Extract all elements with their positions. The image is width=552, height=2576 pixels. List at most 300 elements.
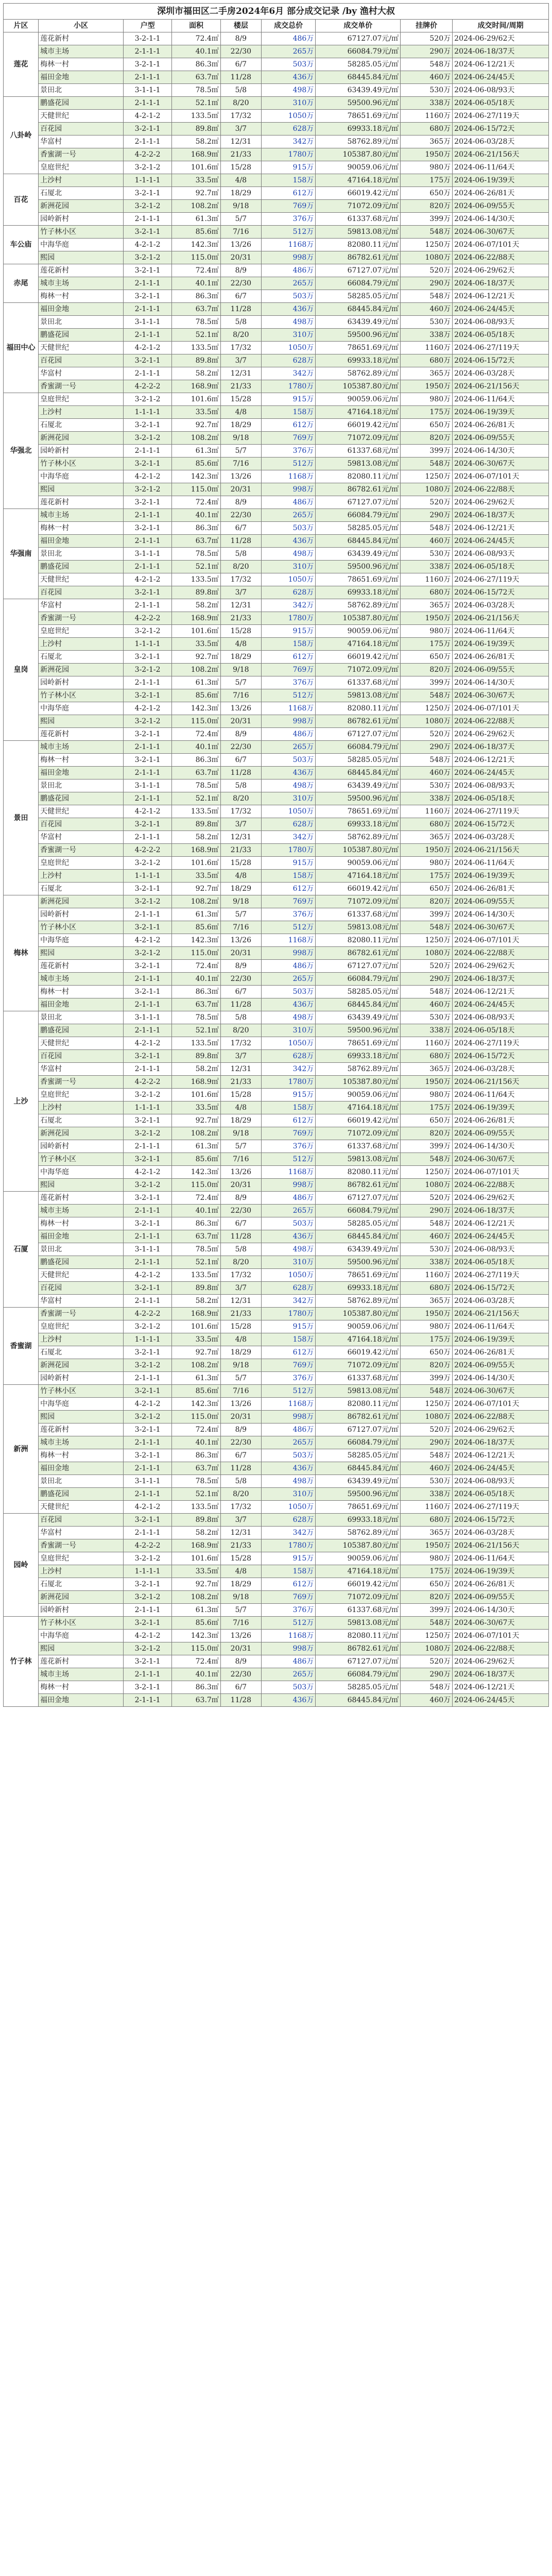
- layout-cell: 2-1-1-1: [123, 1462, 171, 1475]
- table-row: [4, 883, 549, 895]
- table-row: [4, 58, 549, 71]
- community-cell: 梅林一村: [39, 1217, 124, 1230]
- unit-price-cell: 82080.11元/㎡: [316, 470, 401, 483]
- layout-cell: 3-2-1-2: [123, 1552, 171, 1565]
- list-price-cell: 175万: [401, 1565, 453, 1578]
- table-row: [4, 1217, 549, 1230]
- floor-cell: 18/29: [220, 1114, 261, 1127]
- list-price-cell: 460万: [401, 767, 453, 779]
- community-cell: 鹏盛花园: [39, 1024, 124, 1037]
- layout-cell: 3-2-1-2: [123, 1591, 171, 1604]
- list-price-cell: 460万: [401, 1462, 453, 1475]
- floor-cell: 11/28: [220, 303, 261, 316]
- table-row: [4, 277, 549, 290]
- deal-date-cell: 2024-06-03/28天: [453, 135, 549, 148]
- table-row: [4, 870, 549, 883]
- unit-price-cell: 59500.96元/㎡: [316, 97, 401, 110]
- floor-cell: 15/28: [220, 1552, 261, 1565]
- total-price-cell: 342万: [261, 831, 315, 844]
- deal-date-cell: 2024-06-08/93天: [453, 316, 549, 329]
- floor-cell: 9/18: [220, 895, 261, 908]
- total-price-cell: 376万: [261, 908, 315, 921]
- table-row: [4, 239, 549, 251]
- deal-date-cell: 2024-06-19/39天: [453, 174, 549, 187]
- unit-price-cell: 69933.18元/㎡: [316, 818, 401, 831]
- community-cell: 皇庭世纪: [39, 625, 124, 638]
- area-cell: 63.7㎡: [172, 1462, 220, 1475]
- layout-cell: 3-2-1-2: [123, 200, 171, 213]
- list-price-cell: 365万: [401, 1527, 453, 1539]
- total-price-cell: 310万: [261, 1024, 315, 1037]
- deal-date-cell: 2024-06-30/67天: [453, 226, 549, 239]
- deal-date-cell: 2024-06-30/67天: [453, 457, 549, 470]
- community-cell: 梅林一村: [39, 58, 124, 71]
- list-price-cell: 548万: [401, 1449, 453, 1462]
- unit-price-cell: 68445.84元/㎡: [316, 767, 401, 779]
- table-row: [4, 586, 549, 599]
- area-cell: 58.2㎡: [172, 367, 220, 380]
- table-row: [4, 1295, 549, 1308]
- unit-price-cell: 90059.06元/㎡: [316, 161, 401, 174]
- unit-price-cell: 47164.18元/㎡: [316, 1333, 401, 1346]
- deal-date-cell: 2024-06-29/62天: [453, 32, 549, 45]
- unit-price-cell: 68445.84元/㎡: [316, 1462, 401, 1475]
- total-price-cell: 498万: [261, 1475, 315, 1488]
- total-price-cell: 498万: [261, 1243, 315, 1256]
- community-cell: 梅林一村: [39, 986, 124, 998]
- table-row: [4, 818, 549, 831]
- deal-date-cell: 2024-06-27/119天: [453, 805, 549, 818]
- community-cell: 中海华庭: [39, 239, 124, 251]
- unit-price-cell: 59813.08元/㎡: [316, 1385, 401, 1398]
- table-row: [4, 84, 549, 97]
- community-cell: 中海华庭: [39, 702, 124, 715]
- layout-cell: 3-2-1-2: [123, 161, 171, 174]
- area-cell: 63.7㎡: [172, 303, 220, 316]
- area-cell: 78.5㎡: [172, 1243, 220, 1256]
- district-cell: 园岭: [4, 1514, 39, 1617]
- list-price-cell: 365万: [401, 1063, 453, 1076]
- community-cell: 城市主场: [39, 741, 124, 754]
- list-price-cell: 530万: [401, 84, 453, 97]
- layout-cell: 4-2-1-2: [123, 110, 171, 123]
- list-price-cell: 1950万: [401, 612, 453, 625]
- list-price-cell: 980万: [401, 1320, 453, 1333]
- layout-cell: 3-2-1-1: [123, 187, 171, 200]
- deal-date-cell: 2024-06-09/55天: [453, 1127, 549, 1140]
- community-cell: 香蜜湖一号: [39, 1539, 124, 1552]
- deal-date-cell: 2024-06-12/21天: [453, 1681, 549, 1694]
- floor-cell: 15/28: [220, 625, 261, 638]
- floor-cell: 8/9: [220, 32, 261, 45]
- table-row: [4, 1436, 549, 1449]
- table-row: [4, 612, 549, 625]
- table-row: [4, 676, 549, 689]
- total-price-cell: 998万: [261, 483, 315, 496]
- area-cell: 115.0㎡: [172, 483, 220, 496]
- list-price-cell: 1080万: [401, 1642, 453, 1655]
- deal-date-cell: 2024-06-07/101天: [453, 702, 549, 715]
- community-cell: 熙园: [39, 1411, 124, 1423]
- col-community: 小区: [39, 20, 124, 32]
- area-cell: 85.6㎡: [172, 921, 220, 934]
- list-price-cell: 399万: [401, 676, 453, 689]
- list-price-cell: 175万: [401, 406, 453, 419]
- deal-date-cell: 2024-06-09/55天: [453, 1591, 549, 1604]
- area-cell: 101.6㎡: [172, 161, 220, 174]
- community-cell: 梅林一村: [39, 1449, 124, 1462]
- table-row: [4, 1488, 549, 1501]
- unit-price-cell: 90059.06元/㎡: [316, 1089, 401, 1101]
- community-cell: 华富村: [39, 599, 124, 612]
- deal-date-cell: 2024-06-14/30天: [453, 213, 549, 226]
- layout-cell: 4-2-2-2: [123, 380, 171, 393]
- total-price-cell: 498万: [261, 316, 315, 329]
- total-price-cell: 915万: [261, 1089, 315, 1101]
- deal-date-cell: 2024-06-05/18天: [453, 1256, 549, 1269]
- total-price-cell: 376万: [261, 445, 315, 457]
- floor-cell: 18/29: [220, 187, 261, 200]
- total-price-cell: 265万: [261, 1436, 315, 1449]
- total-price-cell: 158万: [261, 174, 315, 187]
- area-cell: 86.3㎡: [172, 1217, 220, 1230]
- total-price-cell: 628万: [261, 818, 315, 831]
- floor-cell: 12/31: [220, 367, 261, 380]
- layout-cell: 3-2-1-1: [123, 419, 171, 432]
- deal-date-cell: 2024-06-27/119天: [453, 342, 549, 354]
- list-price-cell: 338万: [401, 1488, 453, 1501]
- area-cell: 33.5㎡: [172, 638, 220, 651]
- area-cell: 168.9㎡: [172, 1076, 220, 1089]
- community-cell: 上沙村: [39, 870, 124, 883]
- floor-cell: 17/32: [220, 573, 261, 586]
- list-price-cell: 1250万: [401, 934, 453, 947]
- total-price-cell: 1050万: [261, 1501, 315, 1514]
- community-cell: 福田金地: [39, 767, 124, 779]
- total-price-cell: 769万: [261, 895, 315, 908]
- table-row: [4, 599, 549, 612]
- layout-cell: 2-1-1-1: [123, 561, 171, 573]
- table-row: [4, 1475, 549, 1488]
- total-price-cell: 612万: [261, 419, 315, 432]
- table-row: [4, 1694, 549, 1707]
- community-cell: 鹏盛花园: [39, 1488, 124, 1501]
- list-price-cell: 650万: [401, 883, 453, 895]
- list-price-cell: 1080万: [401, 483, 453, 496]
- total-price-cell: 310万: [261, 1256, 315, 1269]
- total-price-cell: 612万: [261, 1346, 315, 1359]
- community-cell: 熙园: [39, 483, 124, 496]
- floor-cell: 11/28: [220, 767, 261, 779]
- area-cell: 52.1㎡: [172, 329, 220, 342]
- community-cell: 梅林一村: [39, 754, 124, 767]
- floor-cell: 5/7: [220, 1604, 261, 1617]
- floor-cell: 6/7: [220, 1681, 261, 1694]
- layout-cell: 1-1-1-1: [123, 1101, 171, 1114]
- total-price-cell: 1780万: [261, 844, 315, 857]
- community-cell: 新洲花园: [39, 895, 124, 908]
- total-price-cell: 436万: [261, 1694, 315, 1707]
- deal-date-cell: 2024-06-26/81天: [453, 1578, 549, 1591]
- deal-date-cell: 2024-06-18/37天: [453, 509, 549, 522]
- layout-cell: 2-1-1-1: [123, 1527, 171, 1539]
- community-cell: 天健世纪: [39, 573, 124, 586]
- deal-date-cell: 2024-06-30/67天: [453, 1385, 549, 1398]
- table-row: [4, 715, 549, 728]
- deal-date-cell: 2024-06-19/39天: [453, 870, 549, 883]
- deal-date-cell: 2024-06-05/18天: [453, 792, 549, 805]
- list-price-cell: 520万: [401, 960, 453, 973]
- layout-cell: 3-2-1-2: [123, 715, 171, 728]
- community-cell: 中海华庭: [39, 1398, 124, 1411]
- total-price-cell: 1050万: [261, 342, 315, 354]
- total-price-cell: 310万: [261, 329, 315, 342]
- area-cell: 52.1㎡: [172, 561, 220, 573]
- floor-cell: 11/28: [220, 535, 261, 548]
- floor-cell: 8/9: [220, 1655, 261, 1668]
- table-row: [4, 470, 549, 483]
- area-cell: 92.7㎡: [172, 651, 220, 664]
- list-price-cell: 290万: [401, 973, 453, 986]
- community-cell: 香蜜湖一号: [39, 380, 124, 393]
- table-row: [4, 908, 549, 921]
- area-cell: 142.3㎡: [172, 934, 220, 947]
- community-cell: 百花园: [39, 1282, 124, 1295]
- area-cell: 58.2㎡: [172, 135, 220, 148]
- area-cell: 133.5㎡: [172, 1501, 220, 1514]
- deal-date-cell: 2024-06-07/101天: [453, 1166, 549, 1179]
- list-price-cell: 399万: [401, 213, 453, 226]
- floor-cell: 4/8: [220, 638, 261, 651]
- floor-cell: 9/18: [220, 1127, 261, 1140]
- community-cell: 梅林一村: [39, 1681, 124, 1694]
- total-price-cell: 342万: [261, 1063, 315, 1076]
- area-cell: 108.2㎡: [172, 895, 220, 908]
- community-cell: 福田金地: [39, 998, 124, 1011]
- community-cell: 上沙村: [39, 1333, 124, 1346]
- table-row: [4, 1205, 549, 1217]
- area-cell: 86.3㎡: [172, 754, 220, 767]
- deal-date-cell: 2024-06-03/28天: [453, 1063, 549, 1076]
- deal-date-cell: 2024-06-21/156天: [453, 1539, 549, 1552]
- deal-date-cell: 2024-06-21/156天: [453, 844, 549, 857]
- deal-date-cell: 2024-06-05/18天: [453, 1488, 549, 1501]
- layout-cell: 2-1-1-1: [123, 135, 171, 148]
- unit-price-cell: 69933.18元/㎡: [316, 1282, 401, 1295]
- total-price-cell: 915万: [261, 857, 315, 870]
- layout-cell: 3-2-1-1: [123, 1050, 171, 1063]
- district-cell: 景田: [4, 741, 39, 895]
- floor-cell: 5/8: [220, 1243, 261, 1256]
- deal-date-cell: 2024-06-26/81天: [453, 883, 549, 895]
- list-price-cell: 650万: [401, 1578, 453, 1591]
- table-row: [4, 251, 549, 264]
- area-cell: 40.1㎡: [172, 509, 220, 522]
- list-price-cell: 520万: [401, 1192, 453, 1205]
- header-row: [4, 20, 549, 32]
- deal-date-cell: 2024-06-22/88天: [453, 1642, 549, 1655]
- unit-price-cell: 90059.06元/㎡: [316, 857, 401, 870]
- area-cell: 115.0㎡: [172, 1179, 220, 1192]
- total-price-cell: 436万: [261, 1462, 315, 1475]
- floor-cell: 8/20: [220, 1488, 261, 1501]
- list-price-cell: 365万: [401, 367, 453, 380]
- community-cell: 新洲花园: [39, 664, 124, 676]
- total-price-cell: 769万: [261, 1359, 315, 1372]
- deal-date-cell: 2024-06-21/156天: [453, 380, 549, 393]
- unit-price-cell: 66084.79元/㎡: [316, 509, 401, 522]
- unit-price-cell: 67127.07元/㎡: [316, 1423, 401, 1436]
- unit-price-cell: 59813.08元/㎡: [316, 226, 401, 239]
- deal-date-cell: 2024-06-29/62天: [453, 728, 549, 741]
- deal-date-cell: 2024-06-12/21天: [453, 754, 549, 767]
- unit-price-cell: 59500.96元/㎡: [316, 329, 401, 342]
- layout-cell: 2-1-1-1: [123, 1205, 171, 1217]
- table-row: [4, 393, 549, 406]
- deal-date-cell: 2024-06-19/39天: [453, 406, 549, 419]
- layout-cell: 3-2-1-1: [123, 290, 171, 303]
- deal-date-cell: 2024-06-12/21天: [453, 522, 549, 535]
- community-cell: 竹子林小区: [39, 1617, 124, 1630]
- floor-cell: 9/18: [220, 432, 261, 445]
- unit-price-cell: 63439.49元/㎡: [316, 1243, 401, 1256]
- floor-cell: 13/26: [220, 1630, 261, 1642]
- layout-cell: 3-2-1-1: [123, 1282, 171, 1295]
- community-cell: 百花园: [39, 354, 124, 367]
- layout-cell: 1-1-1-1: [123, 870, 171, 883]
- floor-cell: 5/7: [220, 213, 261, 226]
- community-cell: 石厦北: [39, 419, 124, 432]
- total-price-cell: 1168万: [261, 470, 315, 483]
- area-cell: 142.3㎡: [172, 1630, 220, 1642]
- unit-price-cell: 66019.42元/㎡: [316, 1578, 401, 1591]
- list-price-cell: 1160万: [401, 1501, 453, 1514]
- total-price-cell: 310万: [261, 97, 315, 110]
- table-row: [4, 638, 549, 651]
- table-row: [4, 1230, 549, 1243]
- total-price-cell: 265万: [261, 1205, 315, 1217]
- area-cell: 115.0㎡: [172, 251, 220, 264]
- floor-cell: 7/16: [220, 457, 261, 470]
- floor-cell: 8/20: [220, 1256, 261, 1269]
- community-cell: 熙园: [39, 715, 124, 728]
- area-cell: 78.5㎡: [172, 84, 220, 97]
- floor-cell: 7/16: [220, 921, 261, 934]
- deal-date-cell: 2024-06-14/30天: [453, 676, 549, 689]
- deal-date-cell: 2024-06-14/30天: [453, 445, 549, 457]
- deal-date-cell: 2024-06-29/62天: [453, 1192, 549, 1205]
- district-cell: 石厦: [4, 1192, 39, 1308]
- total-price-cell: 376万: [261, 1372, 315, 1385]
- table-row: [4, 1282, 549, 1295]
- table-body: [4, 32, 549, 1707]
- layout-cell: 3-1-1-1: [123, 84, 171, 97]
- area-cell: 72.4㎡: [172, 1423, 220, 1436]
- total-price-cell: 486万: [261, 264, 315, 277]
- list-price-cell: 1080万: [401, 715, 453, 728]
- floor-cell: 13/26: [220, 1166, 261, 1179]
- layout-cell: 3-2-1-2: [123, 432, 171, 445]
- deal-date-cell: 2024-06-12/21天: [453, 1449, 549, 1462]
- floor-cell: 3/7: [220, 1050, 261, 1063]
- layout-cell: 2-1-1-1: [123, 973, 171, 986]
- area-cell: 89.8㎡: [172, 586, 220, 599]
- area-cell: 92.7㎡: [172, 419, 220, 432]
- list-price-cell: 1080万: [401, 1411, 453, 1423]
- floor-cell: 7/16: [220, 689, 261, 702]
- list-price-cell: 520万: [401, 496, 453, 509]
- area-cell: 142.3㎡: [172, 1398, 220, 1411]
- community-cell: 福田金地: [39, 303, 124, 316]
- layout-cell: 4-2-1-2: [123, 1269, 171, 1282]
- deal-date-cell: 2024-06-18/37天: [453, 973, 549, 986]
- area-cell: 33.5㎡: [172, 174, 220, 187]
- layout-cell: 3-2-1-1: [123, 986, 171, 998]
- area-cell: 40.1㎡: [172, 1436, 220, 1449]
- deal-date-cell: 2024-06-05/18天: [453, 561, 549, 573]
- layout-cell: 3-2-1-2: [123, 947, 171, 960]
- table-row: [4, 1333, 549, 1346]
- unit-price-cell: 63439.49元/㎡: [316, 1475, 401, 1488]
- community-cell: 莲花新村: [39, 32, 124, 45]
- floor-cell: 9/18: [220, 200, 261, 213]
- unit-price-cell: 66019.42元/㎡: [316, 187, 401, 200]
- list-price-cell: 290万: [401, 1436, 453, 1449]
- floor-cell: 18/29: [220, 419, 261, 432]
- table-row: [4, 1101, 549, 1114]
- list-price-cell: 1950万: [401, 844, 453, 857]
- community-cell: 中海华庭: [39, 1630, 124, 1642]
- total-price-cell: 265万: [261, 973, 315, 986]
- unit-price-cell: 59813.08元/㎡: [316, 1153, 401, 1166]
- total-price-cell: 1050万: [261, 805, 315, 818]
- total-price-cell: 503万: [261, 290, 315, 303]
- layout-cell: 3-2-1-1: [123, 226, 171, 239]
- total-price-cell: 486万: [261, 496, 315, 509]
- unit-price-cell: 82080.11元/㎡: [316, 1398, 401, 1411]
- area-cell: 78.5㎡: [172, 1475, 220, 1488]
- floor-cell: 7/16: [220, 1153, 261, 1166]
- floor-cell: 15/28: [220, 393, 261, 406]
- unit-price-cell: 59500.96元/㎡: [316, 792, 401, 805]
- list-price-cell: 365万: [401, 831, 453, 844]
- list-price-cell: 175万: [401, 870, 453, 883]
- floor-cell: 3/7: [220, 354, 261, 367]
- layout-cell: 2-1-1-1: [123, 1024, 171, 1037]
- floor-cell: 4/8: [220, 1333, 261, 1346]
- layout-cell: 3-2-1-1: [123, 728, 171, 741]
- table-row: [4, 1642, 549, 1655]
- list-price-cell: 1160万: [401, 805, 453, 818]
- total-price-cell: 998万: [261, 947, 315, 960]
- floor-cell: 12/31: [220, 135, 261, 148]
- area-cell: 133.5㎡: [172, 110, 220, 123]
- list-price-cell: 650万: [401, 187, 453, 200]
- layout-cell: 3-2-1-2: [123, 895, 171, 908]
- deal-date-cell: 2024-06-11/64天: [453, 625, 549, 638]
- floor-cell: 15/28: [220, 161, 261, 174]
- list-price-cell: 820万: [401, 432, 453, 445]
- layout-cell: 2-1-1-1: [123, 71, 171, 84]
- table-row: [4, 1578, 549, 1591]
- table-row: [4, 921, 549, 934]
- floor-cell: 13/26: [220, 1398, 261, 1411]
- deal-date-cell: 2024-06-03/28天: [453, 1527, 549, 1539]
- table-row: [4, 97, 549, 110]
- floor-cell: 5/8: [220, 316, 261, 329]
- list-price-cell: 820万: [401, 664, 453, 676]
- layout-cell: 3-2-1-1: [123, 1617, 171, 1630]
